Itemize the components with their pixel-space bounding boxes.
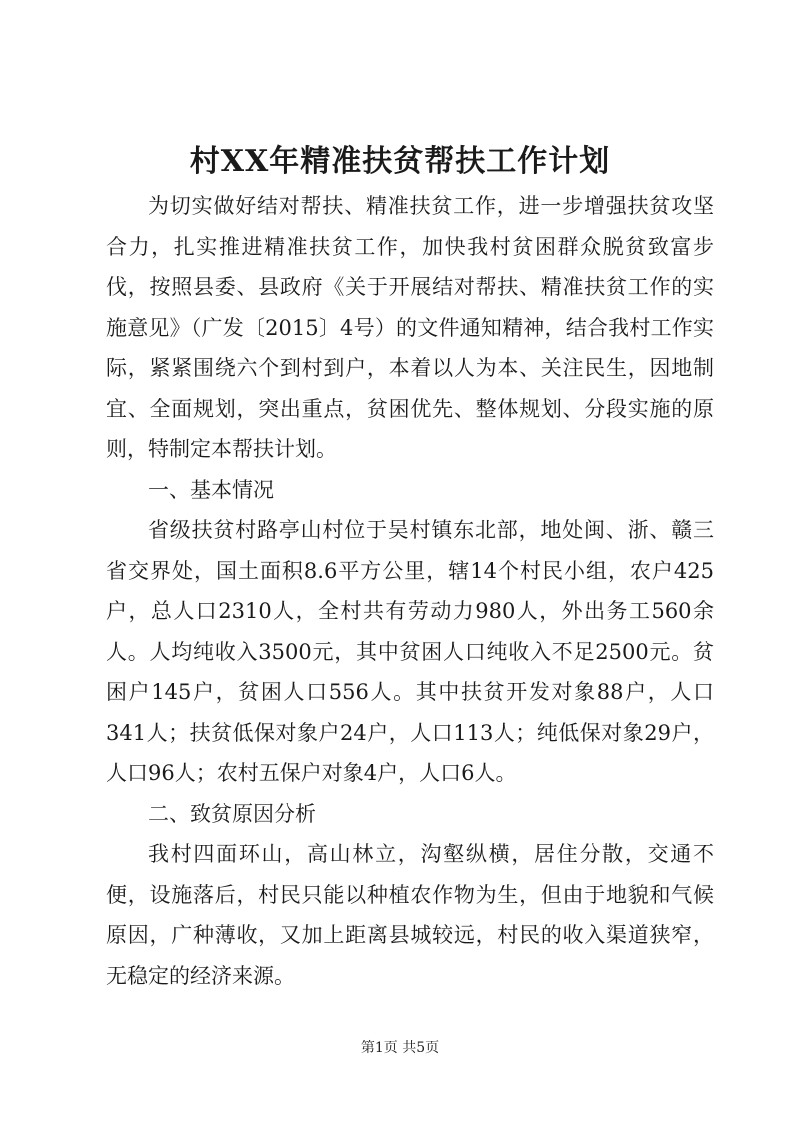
intro-paragraph: 为切实做好结对帮扶、精准扶贫工作，进一步增强扶贫攻坚合力，扎实推进精准扶贫工作，加快我村贫困群众脱贫致富步伐，按照县委、县政府《关于开展结对帮扶、精准扶贫工作的实施意见》（广发〔2015〕4号）的文件通知精神，结合我村工作实际，紧紧围绕六个到村到户，本着以人为本、关注民生，因地制宜、全面规划，突出重点，贫困优先、整体规划、分段实施的原则，特制定本帮扶计划。 bbox=[106, 194, 714, 461]
poverty-causes-paragraph: 我村四面环山，高山林立，沟壑纵横，居住分散，交通不便，设施落后，村民只能以种植农作物为生，但由于地貌和气候原因，广种薄收，又加上距离县城较远，村民的收入渠道狭窄，无稳定的经济来源。 bbox=[106, 842, 714, 988]
section-heading-basic-situation: 一、基本情况 bbox=[148, 477, 274, 502]
document-title: 村XX年精准扶贫帮扶工作计划 bbox=[189, 144, 611, 179]
document-body bbox=[106, 186, 714, 996]
section-heading-poverty-causes: 二、致贫原因分析 bbox=[148, 801, 316, 826]
basic-situation-paragraph: 省级扶贫村路亭山村位于吴村镇东北部，地处闽、浙、赣三省交界处，国土面积8.6平方公里，辖14个村民小组，农户425户，总人口2310人，全村共有劳动力980人，外出务工560余人。人均纯收入3500元，其中贫困人口纯收入不足2500元。贫困户145户，贫困人口556人。其中扶贫开发对象88户，人口341人；扶贫低保对象户24户，人口113人；纯低保对象29户，人口96人；农村五保户对象4户，人口6人。 bbox=[106, 518, 714, 785]
page-number-footer: 第1页 共5页 bbox=[360, 1040, 440, 1056]
